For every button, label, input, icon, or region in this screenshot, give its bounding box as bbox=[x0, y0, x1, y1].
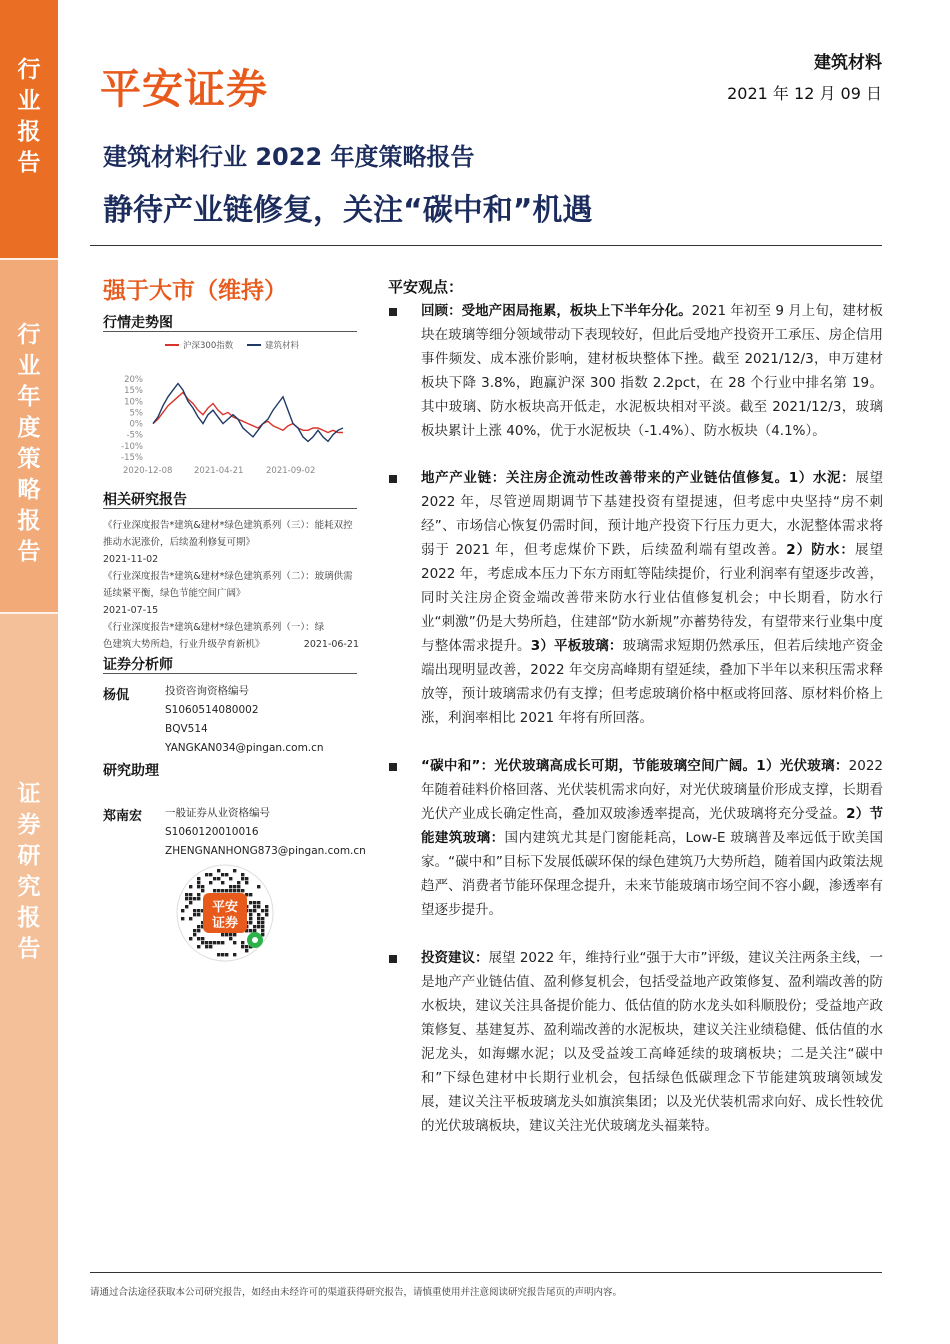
y-tick-label: 15% bbox=[124, 386, 143, 397]
assistant-qualification: 一般证券从业资格编号 bbox=[165, 807, 270, 819]
assistant-name: 郑南宏 bbox=[103, 809, 143, 824]
side-bar bbox=[0, 0, 58, 1344]
trend-heading: 行情走势图 bbox=[103, 315, 173, 331]
bullet-icon bbox=[389, 763, 397, 771]
trend-chart bbox=[103, 333, 353, 481]
y-tick-label: 20% bbox=[124, 375, 143, 385]
section-divider bbox=[103, 673, 357, 674]
legend-label: 建筑材料 bbox=[265, 341, 300, 351]
analyst-name: 杨侃 bbox=[103, 688, 130, 703]
views-heading: 平安观点： bbox=[388, 278, 464, 296]
side-char: 度 bbox=[17, 415, 41, 442]
view-text: 展望 2022 年，考虑成本压力下东方雨虹等陆续提价，行业利润率有望逐步改善，同时关注房企资金端改善带来防水行业估值修复机会；中长期看，防水行业“刺激”仍是大势所趋，住建部“防水新规”亦蓄势待发，有望带来行业集中度与整体需求提升。 bbox=[421, 542, 883, 654]
footer-divider bbox=[90, 1272, 882, 1273]
side-label-research-report bbox=[0, 614, 58, 1344]
side-char: 报 bbox=[17, 119, 41, 146]
related-reports-heading: 相关研究报告 bbox=[103, 492, 187, 508]
view-paragraph-real-estate bbox=[421, 466, 883, 730]
related-report-title[interactable]: 色建筑大势所趋，行业升级孕育新机》 bbox=[103, 639, 265, 650]
report-date: 2021 年 12 月 09 日 bbox=[727, 84, 882, 103]
side-char: 策 bbox=[17, 446, 41, 473]
view-paragraph-review bbox=[421, 299, 883, 443]
trend-chart-svg bbox=[103, 333, 353, 481]
side-char: 业 bbox=[17, 88, 41, 115]
view-lead: 3）平板玻璃： bbox=[530, 638, 623, 654]
side-char: 略 bbox=[17, 477, 41, 504]
analyst-qualification: 投资咨询资格编号 bbox=[165, 685, 249, 697]
assistant-info bbox=[165, 804, 366, 861]
qr-logo-text: 证券 bbox=[211, 916, 239, 931]
side-char: 研 bbox=[17, 843, 41, 870]
y-tick-label: 10% bbox=[124, 397, 143, 408]
qr-logo-text: 平安 bbox=[211, 900, 239, 915]
related-report-title[interactable]: 《行业深度报告*建筑&建材*绿色建筑系列（二）：玻璃供需延续紧平衡，绿色节能空间广阔》 bbox=[103, 571, 353, 599]
analyst-email[interactable]: YANGKAN034@pingan.com.cn bbox=[165, 742, 324, 754]
view-lead: 投资建议： bbox=[421, 950, 489, 966]
side-char: 行 bbox=[17, 322, 41, 348]
view-paragraph-carbon-neutral bbox=[421, 754, 883, 922]
side-char: 告 bbox=[17, 539, 41, 566]
company-logo: 平安证券 bbox=[100, 65, 268, 113]
view-lead: 地产产业链：关注房企流动性改善带来的产业链估值修复。1）水泥： bbox=[421, 470, 856, 486]
view-text: 国内建筑尤其是门窗能耗高，Low-E 玻璃普及率远低于欧美国家。“碳中和”目标下发展低碳环保的绿色建筑乃大势所趋，随着国内政策法规趋严、消费者节能环保理念提升，未来节能玻璃市场空间不容小觑，渗透率有望逐步提升。 bbox=[421, 830, 883, 918]
view-text: 2022 年随着硅料价格回落、光伏装机需求向好，对光伏玻璃量价形成支撑，长期看光伏产业成长确定性高，叠加双玻渗透率提高，光伏玻璃将充分受益。 bbox=[421, 758, 883, 822]
y-tick-label: 0% bbox=[129, 419, 143, 430]
view-lead: 2）防水： bbox=[786, 542, 855, 558]
x-tick-label: 2021-04-21 bbox=[194, 466, 244, 476]
side-char: 证 bbox=[17, 781, 41, 807]
x-tick-label: 2020-12-08 bbox=[123, 466, 173, 476]
related-report-title[interactable]: 《行业深度报告*建筑&建材*绿色建筑系列（一）：绿 bbox=[103, 622, 325, 633]
related-report-date: 2021-07-15 bbox=[103, 605, 159, 616]
side-label-annual-strategy bbox=[0, 260, 58, 612]
y-tick-label: 5% bbox=[129, 408, 143, 419]
assistant-heading: 研究助理 bbox=[103, 763, 159, 779]
bullet-icon bbox=[389, 955, 397, 963]
related-report-title[interactable]: 《行业深度报告*建筑&建材*绿色建筑系列（三）：能耗双控推动水泥涨价，后续盈利修复可期》 bbox=[103, 520, 353, 548]
analyst-info bbox=[165, 682, 324, 758]
side-char: 告 bbox=[17, 150, 41, 177]
footer-disclaimer: 请通过合法途径获取本公司研究报告，如经由未经许可的渠道获得研究报告，请慎重使用并注意阅读研究报告尾页的声明内容。 bbox=[90, 1287, 623, 1298]
y-tick-label: -5% bbox=[126, 430, 143, 441]
legend-label: 沪深300指数 bbox=[183, 341, 234, 351]
bullet-icon bbox=[389, 308, 397, 316]
side-char: 告 bbox=[17, 936, 41, 963]
side-char: 报 bbox=[17, 508, 41, 535]
view-text: 2021 年初至 9 月上旬，建材板块在玻璃等细分领域带动下表现较好，但此后受地产投资开工承压、房企信用事件频发、成本涨价影响，建材板块整体下挫。截至 2021/12/3，申万建材板块下降 3.8%，跑赢沪深 300 指数 2.2pct，在 28 个行业中排名第 19。其中玻璃、防水板块高开低走，水泥板块相对平淡。截至 2021/12/3，玻璃板块累计上涨 40%，优于水泥板块（-1.4%）、防水板块（4.1%）。 bbox=[421, 303, 883, 439]
side-char: 报 bbox=[17, 905, 41, 932]
view-text: 展望 2022 年，维持行业“强于大市”评级，建议关注两条主线，一是地产产业链估值、盈利修复机会，包括受益地产政策修复、盈利端改善的防水板块，建议关注具备提价能力、低估值的防水龙头如科顺股份；受益地产政策修复、基建复苏、盈利端改善的水泥板块，建议关注业绩稳健、低估值的水泥龙头，如海螺水泥；以及受益竣工高峰延续的玻璃板块；二是关注“碳中和”下绿色建材中长期行业机会，包括绿色低碳理念下节能建筑玻璃领域发展，建议关注平板玻璃龙头如旗滨集团；以及光伏装机需求向好、成长性较优的光伏玻璃板块，建议关注光伏玻璃龙头福莱特。 bbox=[421, 950, 883, 1134]
assistant-email[interactable]: ZHENGNANHONG873@pingan.com.cn bbox=[165, 845, 366, 857]
bullet-icon bbox=[389, 475, 397, 483]
industry-tag: 建筑材料 bbox=[814, 53, 882, 73]
view-paragraph-investment bbox=[421, 946, 883, 1138]
x-tick-label: 2021-09-02 bbox=[266, 466, 316, 476]
header-divider bbox=[90, 245, 882, 246]
side-char: 业 bbox=[17, 353, 41, 380]
analyst-cert: S1060514080002 bbox=[165, 704, 259, 716]
side-char: 年 bbox=[17, 384, 41, 411]
series-line bbox=[153, 392, 343, 432]
assistant-cert: S1060120010016 bbox=[165, 826, 259, 838]
y-tick-label: -15% bbox=[121, 453, 143, 463]
side-label-industry-report bbox=[0, 0, 58, 258]
report-title: 静待产业链修复，关注“碳中和”机遇 bbox=[103, 193, 593, 228]
related-reports-list bbox=[103, 517, 359, 653]
side-char: 行 bbox=[17, 57, 41, 83]
qr-code-icon[interactable] bbox=[175, 863, 275, 963]
related-report-date: 2021-11-02 bbox=[103, 554, 159, 565]
analysts-heading: 证券分析师 bbox=[103, 657, 173, 673]
view-lead: 2）节能建筑玻璃： bbox=[421, 806, 883, 846]
view-text: 玻璃需求短期仍然承压，但若后续地产资金端出现明显改善，2022 年交房高峰期有望延续，叠加下半年以来积压需求释放等，预计玻璃需求仍有支撑；但考虑玻璃价格中枢或将回落、原材料价格上涨，利润率相比 2021 年将有所回落。 bbox=[421, 638, 884, 726]
industry-rating: 强于大市（维持） bbox=[103, 278, 287, 304]
view-lead: 回顾：受地产困局拖累，板块上下半年分化。 bbox=[421, 303, 692, 319]
analyst-code: BQV514 bbox=[165, 723, 208, 735]
view-text: 展望 2022 年，尽管逆周期调节下基建投资有望提速，但考虑中央坚持“房不刺经”、市场信心恢复仍需时间，预计地产投资下行压力更大，水泥整体需求将弱于 2021 年，但考虑煤价下跌，后续盈利端有望改善。 bbox=[421, 470, 883, 558]
section-divider bbox=[103, 331, 357, 332]
report-subtitle: 建筑材料行业 2022 年度策略报告 bbox=[103, 143, 475, 171]
series-line bbox=[153, 384, 343, 442]
y-tick-label: -10% bbox=[121, 441, 143, 452]
view-lead: “碳中和”：光伏玻璃高成长可期，节能玻璃空间广阔。1）光伏玻璃： bbox=[421, 758, 849, 774]
side-char: 究 bbox=[17, 874, 41, 901]
section-divider bbox=[103, 508, 357, 509]
side-char: 券 bbox=[17, 812, 41, 839]
related-report-date: 2021-06-21 bbox=[303, 639, 359, 650]
